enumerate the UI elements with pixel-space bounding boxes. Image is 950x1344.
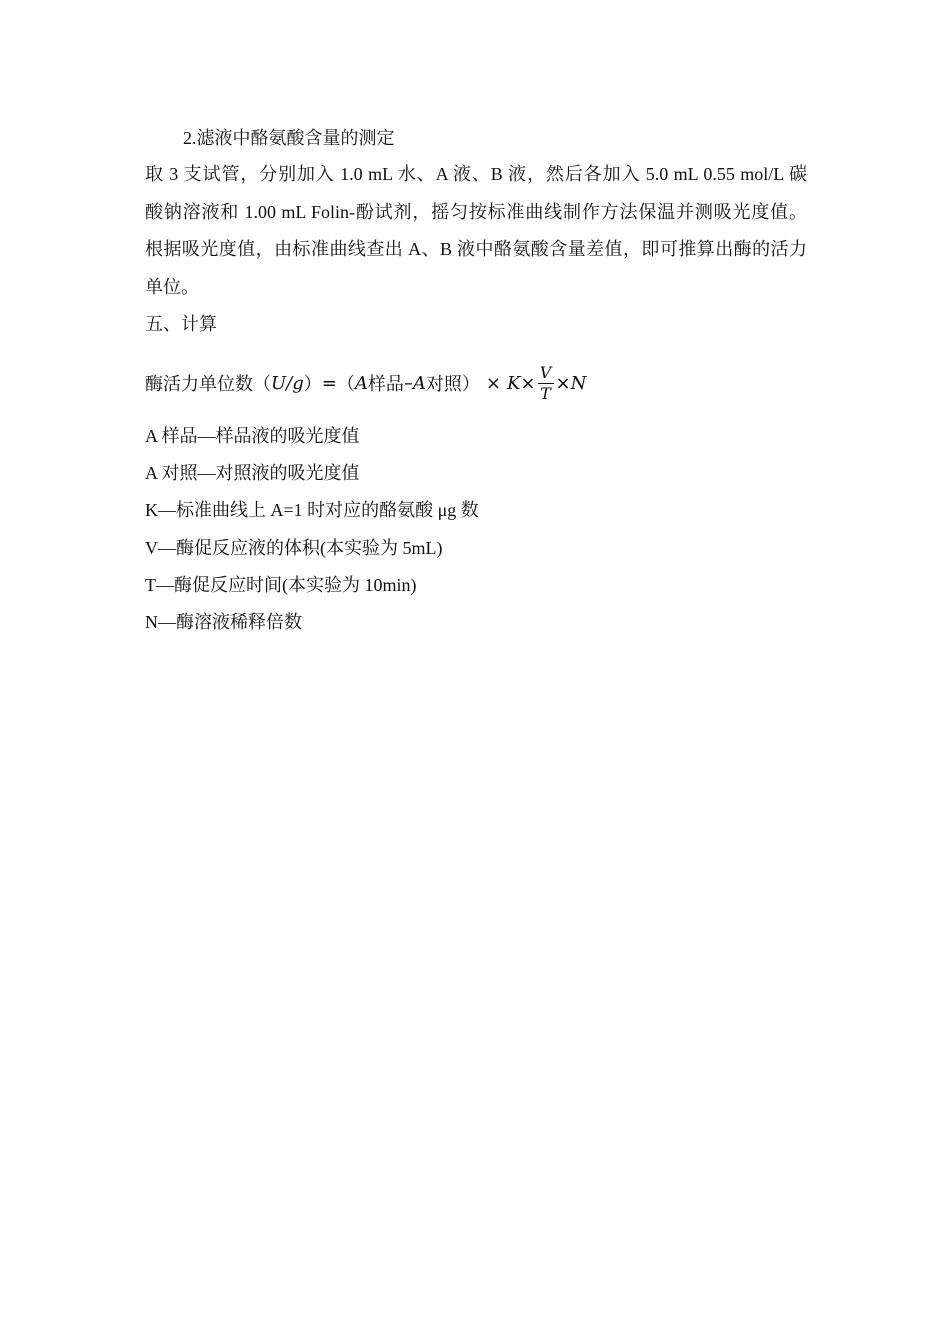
- formula-equals: =: [321, 372, 337, 394]
- formula-open-bracket: （: [336, 374, 355, 395]
- formula-n: N: [570, 372, 587, 394]
- formula-control-label: 对照）: [425, 374, 480, 395]
- enzyme-activity-formula: [145, 358, 586, 408]
- formula-sample-label: 样品: [367, 374, 404, 395]
- formula-a-control-symbol: A: [412, 372, 426, 394]
- formula-minus: –: [403, 372, 413, 394]
- formula-close-paren: ）: [303, 374, 322, 395]
- formula-fraction-numerator: V: [539, 362, 552, 382]
- section-heading: 2.滤液中酪氨酸含量的测定: [183, 128, 395, 148]
- formula-times-2: ×: [520, 372, 536, 394]
- paragraph-line-2: 酸钠溶液和 1.00 mL Folin-酚试剂，摇匀按标准曲线制作方法保温并测吸光度值。: [145, 202, 807, 222]
- formula-label: 酶活力单位数（: [145, 374, 271, 395]
- definition-a-control: A 对照—对照液的吸光度值: [145, 463, 360, 483]
- definition-t: T—酶促反应时间(本实验为 10min): [145, 575, 417, 595]
- formula-fraction: [538, 364, 554, 403]
- paragraph-line-3: 根据吸光度值，由标准曲线查出 A、B 液中酪氨酸含量差值，即可推算出酶的活力: [145, 239, 807, 259]
- calc-heading: 五、计算: [145, 314, 217, 334]
- paragraph-line-1: 取 3 支试管，分别加入 1.0 mL 水、A 液、B 液，然后各加入 5.0 mL 0.55 mol/L 碳: [145, 164, 807, 184]
- formula-a-sample-symbol: A: [354, 372, 368, 394]
- formula-k: K: [506, 372, 521, 394]
- paragraph-line-4: 单位。: [145, 277, 199, 297]
- formula-fraction-denominator: T: [540, 383, 551, 403]
- definition-v: V—酶促反应液的体积(本实验为 5mL): [145, 538, 443, 558]
- formula-times-3: ×: [555, 372, 571, 394]
- formula-unit: U/g: [271, 372, 304, 394]
- formula-times-1: ×: [485, 372, 501, 394]
- definition-k: K—标准曲线上 A=1 时对应的酪氨酸 μg 数: [145, 500, 479, 520]
- definition-n: N—酶溶液稀释倍数: [145, 612, 302, 632]
- definition-a-sample: A 样品—样品液的吸光度值: [145, 426, 360, 446]
